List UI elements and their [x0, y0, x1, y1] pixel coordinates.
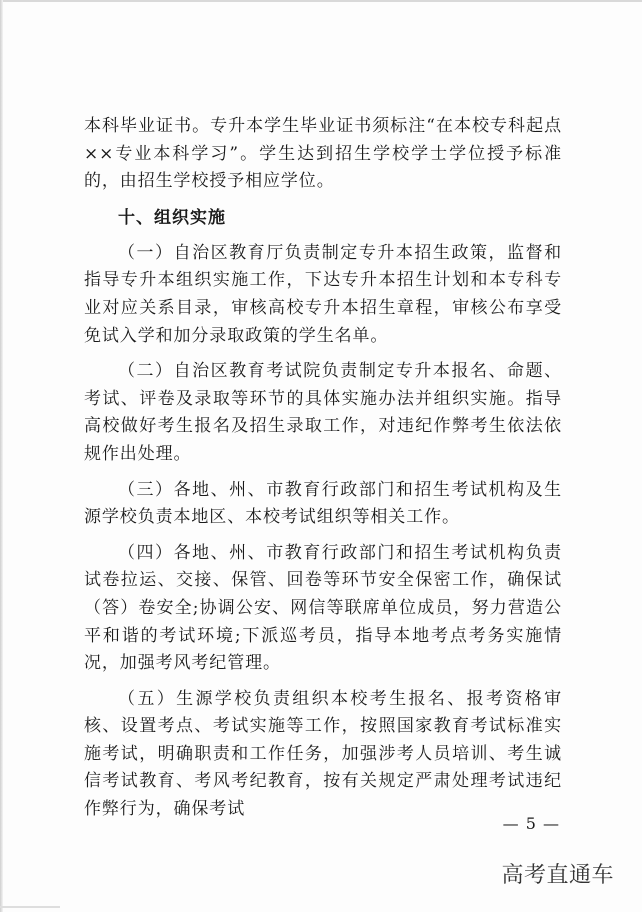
page-edge-top	[0, 0, 642, 2]
paragraph-3: （三）各地、州、市教育行政部门和招生考试机构及生源学校负责本地区、本校考试组织等相关工作。	[84, 479, 562, 528]
document-body	[84, 113, 562, 832]
paragraph-1: （一）自治区教育厅负责制定专升本招生政策，监督和指导专升本组织实施工作，下达专升本招生计划和本专科专业对应关系目录，审核高校专升本招生章程，审核公布享受免试入学和加分录取政策的学生名单。	[84, 242, 562, 346]
section-heading: 十、组织实施	[118, 207, 226, 228]
watermark-text: 高考直通车	[501, 863, 614, 888]
paragraph-2: （二）自治区教育考试院负责制定专升本报名、命题、考试、评卷及录取等环节的具体实施办法并组织实施。指导高校做好考生报名及招生录取工作，对违纪作弊考生依法依规作出处理。	[84, 361, 562, 464]
page-edge-left	[0, 0, 3, 912]
page-number: — 5 —	[502, 814, 560, 833]
paragraph-5: （五）生源学校负责组织本校考生报名、报考资格审核、设置考点、考试实施等工作，按照国家教育考试标准实施考试，明确职责和工作任务，加强涉考人员培训、考生诚信考试教育、考风考纪教育，按有关规定严肃处理考试违纪作弊行为，确保考试	[84, 688, 562, 820]
bottom-edge-mark	[0, 906, 60, 908]
continuation-paragraph: 本科毕业证书。专升本学生毕业证书须标注“在本校专科起点××专业本科学习”。学生达到招生学校学士学位授予标准的，由招生学校授予相应学位。	[84, 116, 562, 192]
paragraph-4: （四）各地、州、市教育行政部门和招生考试机构负责试卷拉运、交接、保管、回卷等环节安全保密工作，确保试（答）卷安全;协调公安、网信等联席单位成员，努力营造公平和谐的考试环境;下派巡考员，指导本地考点考务实施情况，加强考风考纪管理。	[84, 542, 562, 674]
